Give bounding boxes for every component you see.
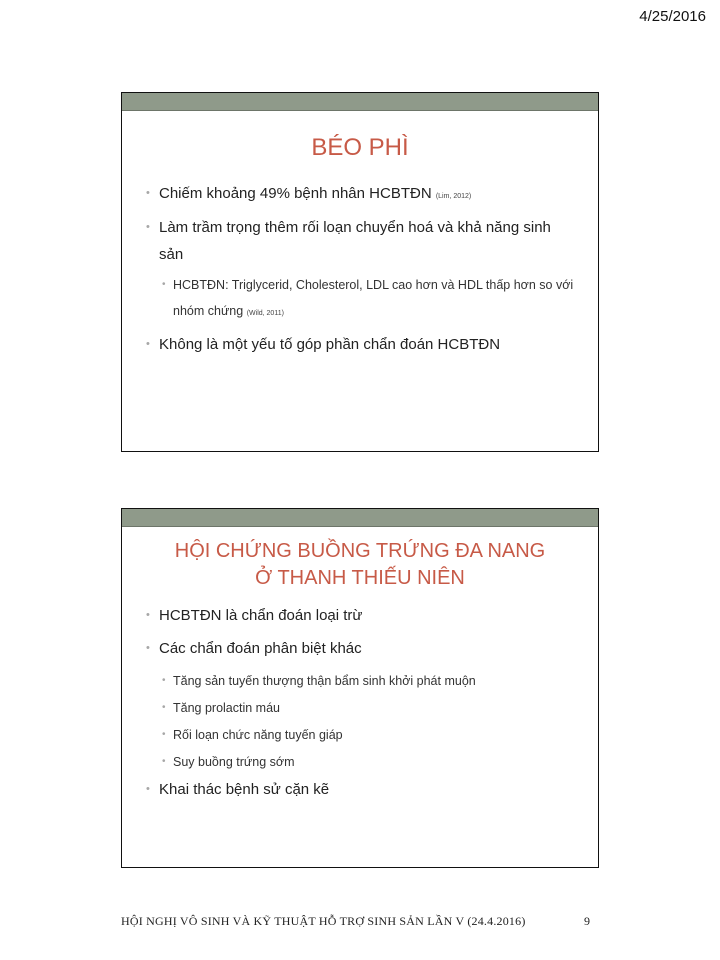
bullet-list — [122, 180, 598, 358]
bullet-text: Làm trầm trọng thêm rối loạn chuyển hoá và khả năng sinh sản — [159, 219, 551, 263]
sub-bullet-item: • Tăng sản tuyến thượng thận bẩm sinh khởi phát muộn — [122, 668, 598, 694]
bullet-item — [122, 331, 598, 358]
slide-title: BÉO PHÌ — [311, 134, 409, 161]
slide-beo-phi — [121, 92, 599, 452]
bullet-item — [122, 214, 598, 268]
slide-title-line1: HỘI CHỨNG BUỒNG TRỨNG ĐA NANG — [174, 540, 546, 562]
page-number: 9 — [584, 914, 590, 928]
bullet-text: Chiếm khoảng 49% bệnh nhân HCBTĐN — [159, 185, 432, 202]
bullet-item: • HCBTĐN là chẩn đoán loại trừ — [122, 602, 598, 629]
bullet-item: • Các chẩn đoán phân biệt khác — [122, 635, 598, 662]
bullet-list — [122, 602, 598, 803]
page-date: 4/25/2016 — [639, 8, 706, 25]
sub-bullet-item: • Suy buồng trứng sớm — [122, 749, 598, 775]
sub-bullet-text: HCBTĐN: Triglycerid, Cholesterol, LDL cao hơn và HDL thấp hơn so với nhóm chứng — [173, 278, 574, 318]
slide-header-bar — [122, 93, 598, 111]
sub-bullet-item — [122, 272, 598, 327]
page-footer: HỘI NGHỊ VÔ SINH VÀ KỸ THUẬT HỖ TRỢ SINH SẢN LẦN V (24.4.2016) — [121, 914, 526, 928]
slide-header-bar — [122, 509, 598, 527]
citation: (Wild, 2011) — [246, 310, 284, 317]
bullet-text: Không là một yếu tố góp phần chẩn đoán HCBTĐN — [159, 336, 501, 353]
sub-bullet-item: • Tăng prolactin máu — [122, 695, 598, 721]
slide-title-line2: Ở THANH THIẾU NIÊN — [255, 567, 465, 589]
sub-bullet-item: • Rối loạn chức năng tuyến giáp — [122, 722, 598, 748]
slide-title — [122, 538, 598, 592]
bullet-item — [122, 180, 598, 210]
bullet-item: • Khai thác bệnh sử cặn kẽ — [122, 776, 598, 803]
citation: (Lim, 2012) — [435, 193, 472, 200]
slide-hcbtdn-thanh-thieu-nien — [121, 508, 599, 868]
